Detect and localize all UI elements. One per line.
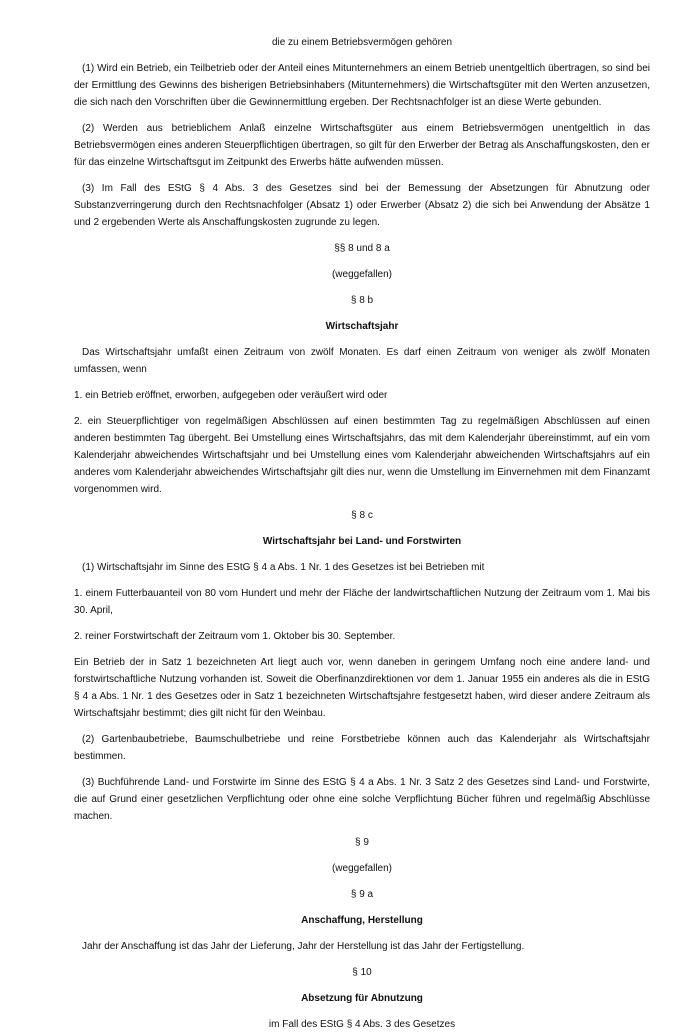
section-number: (weggefallen)	[331, 269, 393, 280]
section-heading: Wirtschaftsjahr	[325, 321, 399, 332]
paragraph: 1. einem Futterbauanteil von 80 vom Hundert und mehr der Fläche der landwirtschaftlichen Nutzung der Zeitraum vom 1. Mai bis 30. April,	[74, 588, 650, 616]
paragraph: 1. ein Betrieb eröffnet, erworben, aufgegeben oder veräußert wird oder	[74, 390, 388, 401]
document-body	[74, 34, 650, 1033]
paragraph: Das Wirtschaftsjahr umfaßt einen Zeitraum von zwölf Monaten. Es darf einen Zeitraum von weniger als zwölf Monaten umfassen, wenn	[74, 347, 650, 375]
paragraph: (3) Im Fall des EStG § 4 Abs. 3 des Gesetzes sind bei der Bemessung der Absetzungen für Abnutzung oder Substanzverringerung durch den Rechtsnachfolger (Absatz 1) oder Erwerber (Absatz 2) die sich bei Anwendung der Absätze 1 und 2 ergebenden Werte als Anschaffungskosten zugrunde zu legen.	[74, 183, 650, 228]
section-number: die zu einem Betriebsvermögen gehören	[271, 37, 453, 48]
paragraph: 2. reiner Forstwirtschaft der Zeitraum vom 1. Oktober bis 30. September.	[74, 631, 396, 642]
section-number: im Fall des EStG § 4 Abs. 3 des Gesetzes	[268, 1019, 456, 1030]
paragraph: (3) Buchführende Land- und Forstwirte im Sinne des EStG § 4 a Abs. 1 Nr. 3 Satz 2 des Gesetzes sind Land- und Forstwirte, die auf Grund einer gesetzlichen Verpflichtung oder ohne eine solche Verpflichtung Bücher führen und regelmäßig Abschlüsse machen.	[74, 777, 650, 822]
section-number: (weggefallen)	[331, 863, 393, 874]
section-number: § 10	[352, 967, 372, 978]
paragraph: (2) Werden aus betrieblichem Anlaß einzelne Wirtschaftsgüter aus einem Betriebsvermögen unentgeltlich in das Betriebsvermögen eines anderen Steuerpflichtigen übertragen, so gilt für den Erwerber der Betrag als Anschaffungskosten, den er für das einzelne Wirtschaftsgut im Zeitpunkt des Erwerbs hätte aufwenden müssen.	[74, 123, 650, 168]
paragraph: (1) Wirtschaftsjahr im Sinne des EStG § 4 a Abs. 1 Nr. 1 des Gesetzes ist bei Betrieben mit	[82, 562, 485, 573]
paragraph: Jahr der Anschaffung ist das Jahr der Lieferung, Jahr der Herstellung ist das Jahr der Fertigstellung.	[82, 941, 525, 952]
paragraph: Ein Betrieb der in Satz 1 bezeichneten Art liegt auch vor, wenn daneben in geringem Umfang noch eine andere land- und forstwirtschaftliche Nutzung vorhanden ist. Soweit die Oberfinanzdirektionen vor dem 1. Januar 1955 ein anderes als die in EStG § 4 a Abs. 1 Nr. 1 des Gesetzes oder in Satz 1 bezeichneten Wirtschaftsjahre festgesetzt haben, wird dieser andere Zeitraum als Wirtschaftsjahr bestimmt; dies gilt nicht für den Weinbau.	[74, 657, 650, 719]
section-number: §§ 8 und 8 a	[334, 243, 390, 254]
section-number: § 9 a	[350, 889, 374, 900]
section-heading: Wirtschaftsjahr bei Land- und Forstwirten	[262, 536, 462, 547]
paragraph: 2. ein Steuerpflichtiger von regelmäßigen Abschlüssen auf einen bestimmten Tag zu regelmäßigen Abschlüssen auf einen anderen bestimmten Tag übergeht. Bei Umstellung eines Wirtschaftsjahrs, das mit dem Kalenderjahr übereinstimmt, auf ein vom Kalenderjahr abweichendes Wirtschaftsjahr und bei Umstellung eines vom Kalenderjahr abweichenden Wirtschaftsjahrs auf ein anderes vom Kalenderjahr abweichendes Wirtschaftsjahr gilt dies nur, wenn die Umstellung im Einvernehmen mit dem Finanzamt vorgenommen wird.	[74, 416, 650, 495]
section-heading: Anschaffung, Herstellung	[301, 915, 423, 926]
paragraph: (1) Wird ein Betrieb, ein Teilbetrieb oder der Anteil eines Mitunternehmers an einem Betrieb unentgeltlich übertragen, so sind bei der Ermittlung des Gewinns des bisherigen Betriebsinhabers (Mitunternehmers) die Wirtschaftsgüter mit den Werten anzusetzen, die sich nach den Vorschriften über die Gewinnermittlung ergeben. Der Rechtsnachfolger ist an diese Werte gebunden.	[74, 63, 650, 108]
section-number: § 9	[355, 837, 369, 848]
section-number: § 8 c	[351, 510, 373, 521]
section-number: § 8 b	[350, 295, 374, 306]
section-heading: Absetzung für Abnutzung	[301, 993, 423, 1004]
paragraph: (2) Gartenbaubetriebe, Baumschulbetriebe und reine Forstbetriebe können auch das Kalenderjahr als Wirtschaftsjahr bestimmen.	[74, 734, 650, 762]
